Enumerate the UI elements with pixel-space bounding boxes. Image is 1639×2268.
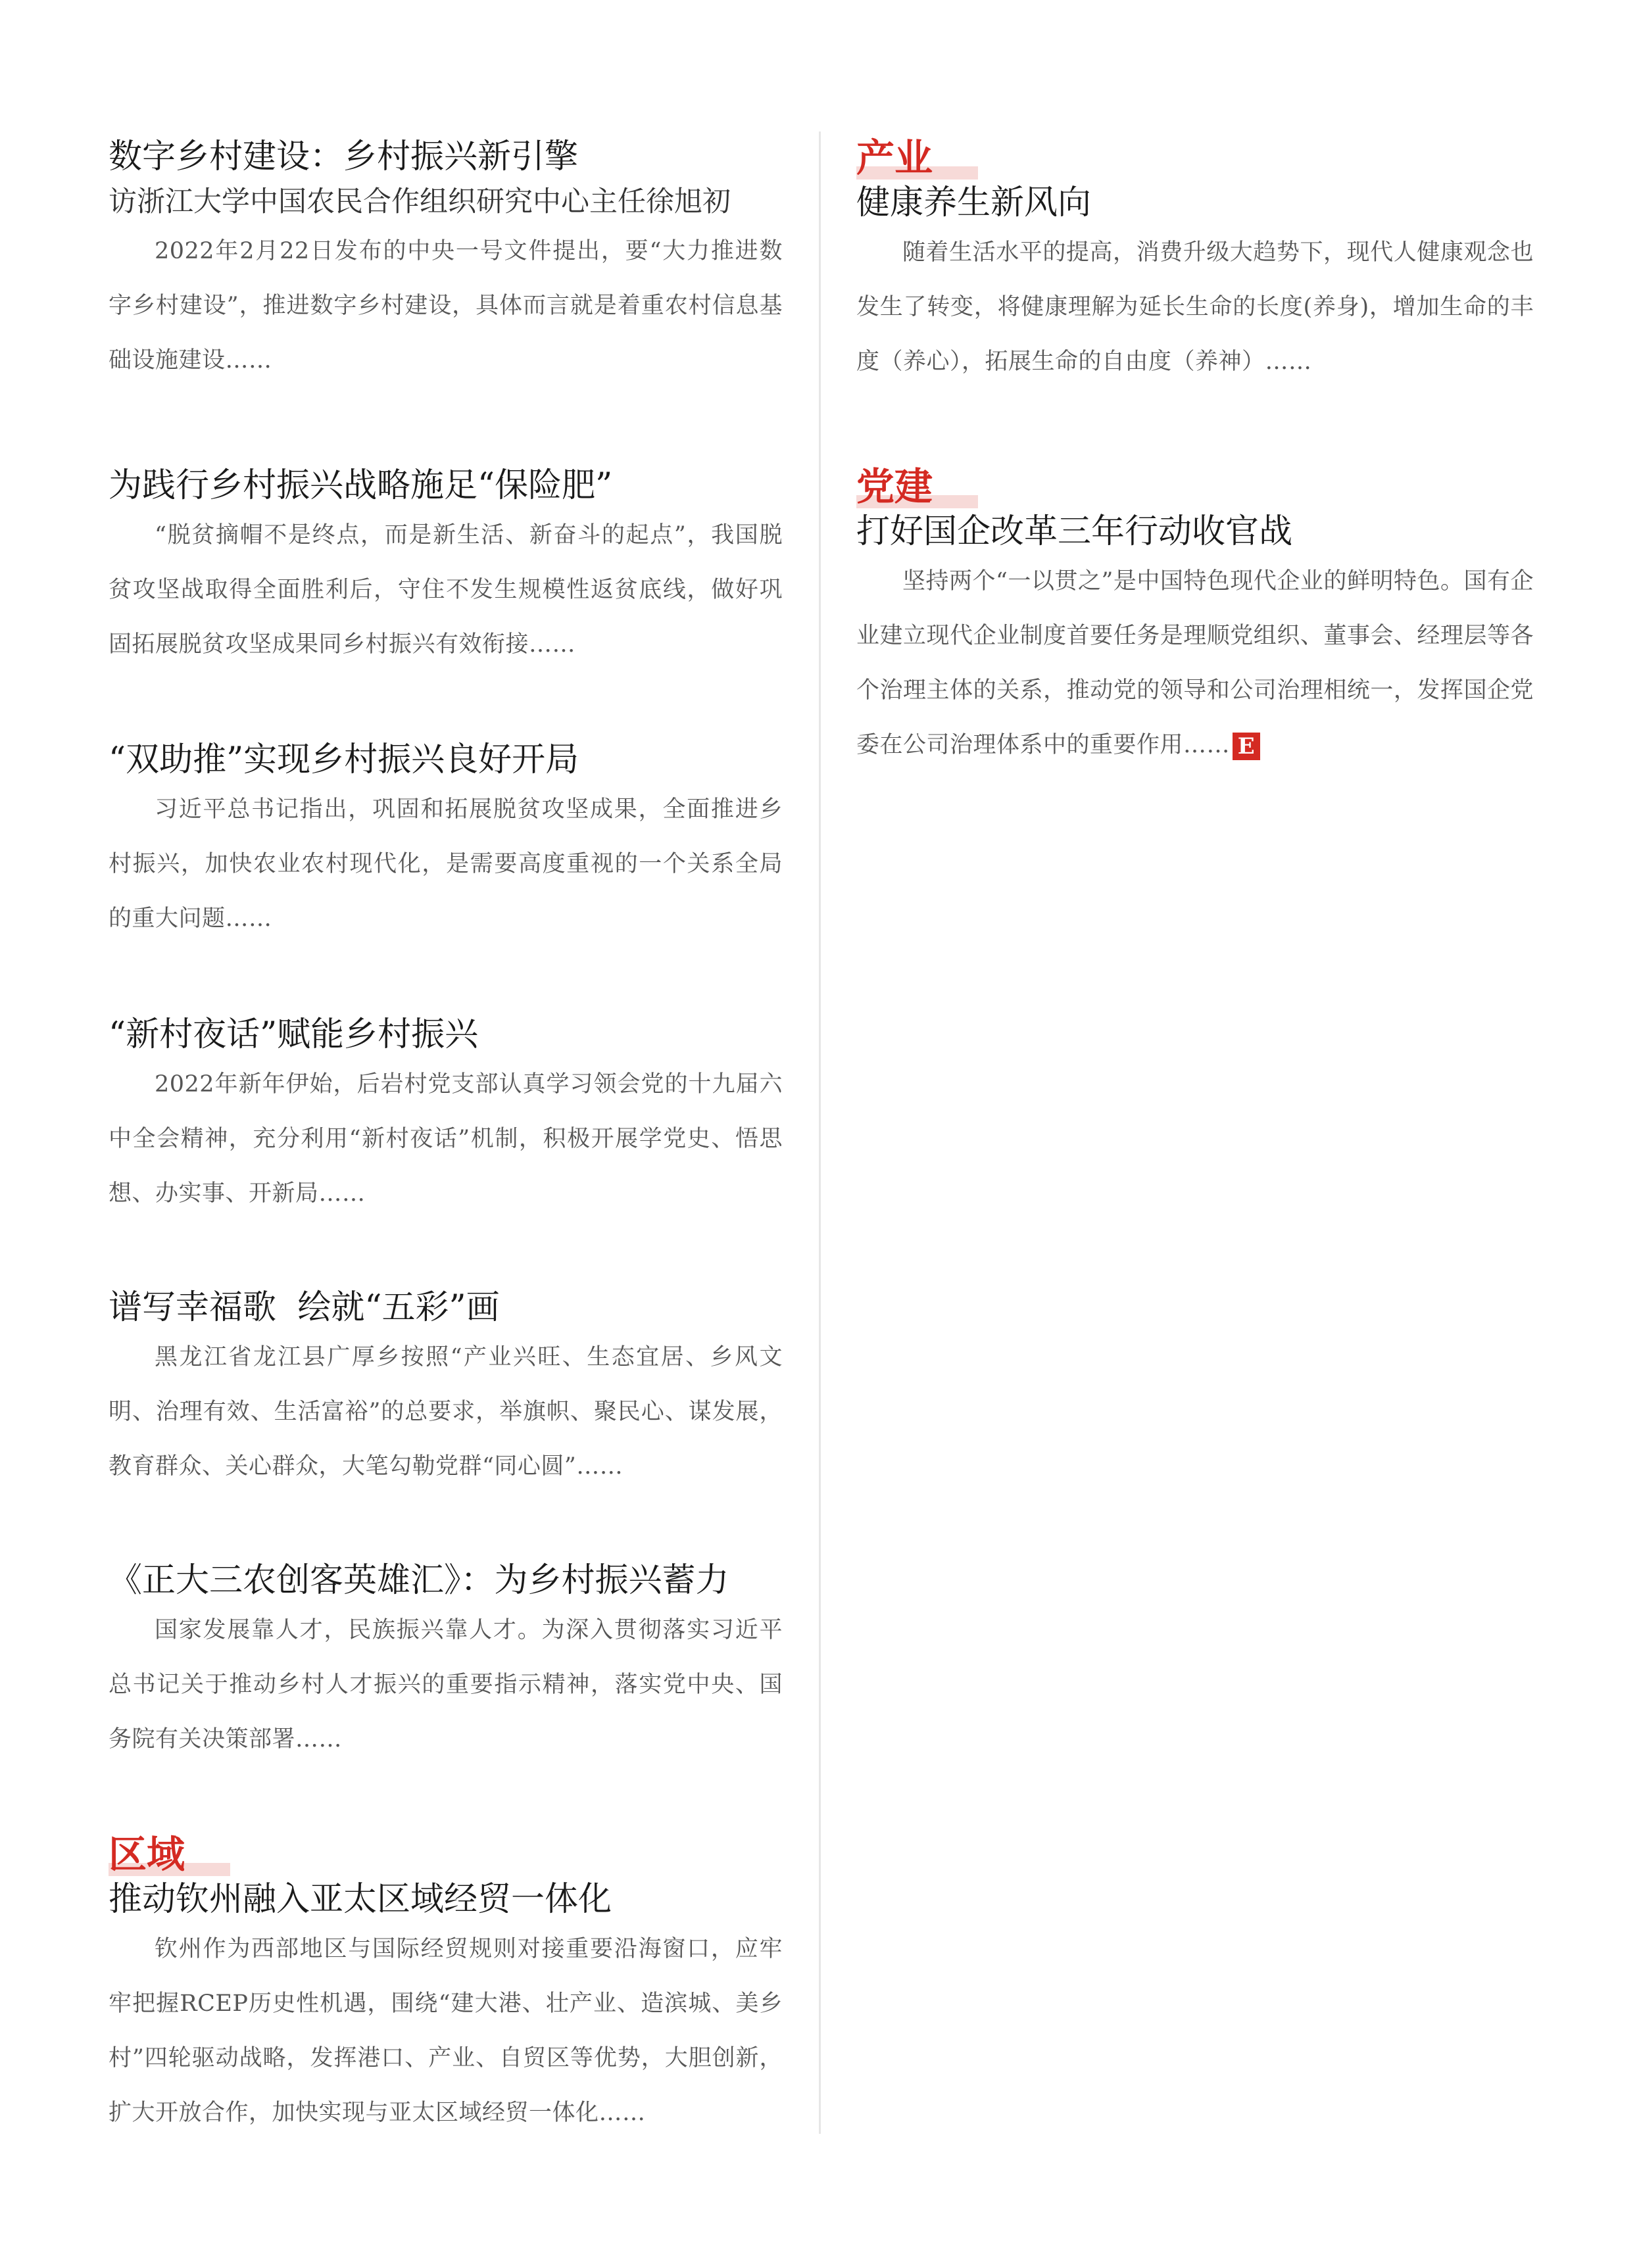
section-label: 党建 [856, 464, 933, 509]
column-divider [819, 132, 821, 2134]
article-title[interactable]: 推动钦州融入亚太区域经贸一体化 [109, 1880, 612, 1919]
article-happiness-song [109, 1286, 783, 1494]
section-header-party [856, 464, 1534, 510]
article-digital-village [109, 135, 783, 388]
article-double-boost [109, 738, 783, 946]
article-village-night-talk [109, 1013, 783, 1221]
article-zhengda-heroes [109, 1558, 783, 1767]
article-title[interactable]: 打好国企改革三年行动收官战 [856, 512, 1293, 551]
article-region-qinzhou [109, 1831, 783, 2140]
article-title[interactable]: 《正大三农创客英雄汇》：为乡村振兴蓄力 [109, 1561, 729, 1600]
article-title[interactable]: 数字乡村建设：乡村振兴新引擎 [109, 137, 579, 176]
article-insurance [109, 464, 783, 672]
article-party-soe-reform [856, 464, 1534, 773]
section-label: 产业 [856, 135, 933, 180]
article-summary-text: 坚持两个“一以贯之”是中国特色现代企业的鲜明特色。国有企业建立现代企业制度首要任务是理顺党组织、董事会、经理层等各个治理主体的关系，推动党的领导和公司治理相统一，发挥国企党委在公司治理体系中的重要作用…… [856, 568, 1534, 758]
article-subtitle: 访浙江大学中国农民合作组织研究中心主任徐旭初 [109, 185, 731, 218]
end-mark-icon: E [1233, 733, 1260, 760]
section-header-region [109, 1831, 783, 1877]
section-label: 区域 [109, 1832, 185, 1877]
article-summary: “脱贫摘帽不是终点，而是新生活、新奋斗的起点”，我国脱贫攻坚战取得全面胜利后，守住不发生规模性返贫底线，做好巩固拓展脱贫攻坚成果同乡村振兴有效衔接…… [109, 522, 783, 658]
article-title[interactable]: “双助推”实现乡村振兴良好开局 [109, 740, 579, 779]
article-summary [856, 554, 1534, 773]
article-industry-health [856, 135, 1534, 389]
article-summary: 随着生活水平的提高，消费升级大趋势下，现代人健康观念也发生了转变，将健康理解为延长生命的长度(养身)，增加生命的丰度（养心），拓展生命的自由度（养神）…… [856, 239, 1534, 375]
section-header-industry [856, 135, 1534, 181]
article-summary: 2022年新年伊始，后岩村党支部认真学习领会党的十九届六中全会精神，充分利用“新村夜话”机制，积极开展学党史、悟思想、办实事、开新局…… [109, 1071, 783, 1207]
article-title[interactable]: 为践行乡村振兴战略施足“保险肥” [109, 466, 613, 505]
article-summary: 黑龙江省龙江县广厚乡按照“产业兴旺、生态宜居、乡风文明、治理有效、生活富裕”的总要求，举旗帜、聚民心、谋发展，教育群众、关心群众，大笔勾勒党群“同心圆”…… [109, 1344, 783, 1480]
article-title[interactable]: “新村夜话”赋能乡村振兴 [109, 1015, 479, 1054]
article-summary: 2022年2月22日发布的中央一号文件提出，要“大力推进数字乡村建设”，推进数字乡村建设，具体而言就是着重农村信息基础设施建设…… [109, 238, 783, 374]
article-summary: 国家发展靠人才，民族振兴靠人才。为深入贯彻落实习近平总书记关于推动乡村人才振兴的重要指示精神，落实党中央、国务院有关决策部署…… [109, 1617, 783, 1752]
article-title[interactable]: 健康养生新风向 [856, 183, 1092, 222]
article-summary: 习近平总书记指出，巩固和拓展脱贫攻坚成果，全面推进乡村振兴，加快农业农村现代化，是需要高度重视的一个关系全局的重大问题…… [109, 796, 783, 932]
article-title[interactable]: 谱写幸福歌 绘就“五彩”画 [109, 1288, 500, 1327]
article-summary: 钦州作为西部地区与国际经贸规则对接重要沿海窗口，应牢牢把握RCEP历史性机遇，围绕“建大港、壮产业、造滨城、美乡村”四轮驱动战略，发挥港口、产业、自贸区等优势，大胆创新，扩大开放合作，加快实现与亚太区域经贸一体化…… [109, 1936, 783, 2126]
